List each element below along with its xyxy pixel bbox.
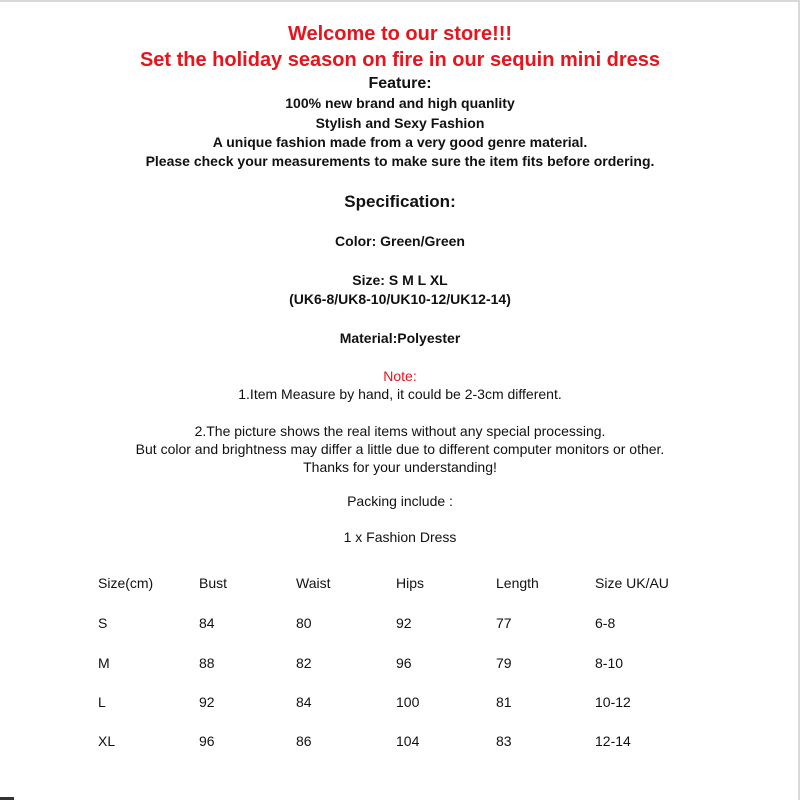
table-cell: 6-8 <box>595 615 616 631</box>
table-row <box>98 731 778 751</box>
top-border <box>0 0 800 2</box>
spec-size: Size: S M L XL <box>352 272 448 288</box>
table-cell: 83 <box>496 733 512 749</box>
table-cell: 100 <box>396 694 420 710</box>
table-row <box>98 692 778 712</box>
tagline-heading: Set the holiday season on fire in our sequin mini dress <box>139 49 661 71</box>
table-header-cell: Size(cm) <box>98 575 154 591</box>
table-header-row <box>98 573 778 593</box>
packing-item: 1 x Fashion Dress <box>343 529 457 545</box>
note-line: 1.Item Measure by hand, it could be 2-3cm different. <box>238 386 562 402</box>
table-cell: 82 <box>296 655 312 671</box>
table-cell: 92 <box>396 615 412 631</box>
table-cell: 80 <box>296 615 312 631</box>
table-row <box>98 653 778 673</box>
table-cell: S <box>98 615 108 631</box>
table-header-cell: Bust <box>199 575 228 591</box>
table-header-cell: Size UK/AU <box>595 575 669 591</box>
spec-color: Color: Green/Green <box>335 233 465 249</box>
table-cell: 12-14 <box>595 733 631 749</box>
table-row <box>98 613 778 633</box>
table-cell: 86 <box>296 733 312 749</box>
table-cell: 96 <box>396 655 412 671</box>
table-cell: L <box>98 694 106 710</box>
note-line: But color and brightness may differ a little due to different computer monitors or other. <box>135 441 665 457</box>
table-cell: 77 <box>496 615 512 631</box>
welcome-heading: Welcome to our store!!! <box>287 23 513 45</box>
table-cell: 84 <box>296 694 312 710</box>
note-heading: Note: <box>383 368 417 384</box>
table-header-cell: Hips <box>396 575 425 591</box>
table-cell: 84 <box>199 615 215 631</box>
table-cell: 104 <box>396 733 420 749</box>
feature-line: 100% new brand and high quanlity <box>285 95 515 111</box>
table-cell: 10-12 <box>595 694 631 710</box>
feature-line: Stylish and Sexy Fashion <box>315 115 485 131</box>
note-line: Thanks for your understanding! <box>303 459 497 475</box>
table-header-cell: Waist <box>296 575 331 591</box>
table-cell: 92 <box>199 694 215 710</box>
specification-heading: Specification: <box>344 192 456 211</box>
table-cell: M <box>98 655 110 671</box>
table-header-cell: Length <box>496 575 539 591</box>
feature-line: Please check your measurements to make sure the item fits before ordering. <box>145 153 655 169</box>
spec-uk-sizes: (UK6-8/UK8-10/UK10-12/UK12-14) <box>289 291 511 307</box>
feature-heading: Feature: <box>368 75 432 92</box>
note-line: 2.The picture shows the real items without any special processing. <box>194 423 606 439</box>
packing-heading: Packing include : <box>347 493 453 509</box>
table-cell: XL <box>98 733 116 749</box>
spec-material: Material:Polyester <box>339 330 461 346</box>
table-cell: 81 <box>496 694 512 710</box>
table-cell: 96 <box>199 733 215 749</box>
feature-line: A unique fashion made from a very good genre material. <box>212 134 588 150</box>
table-cell: 88 <box>199 655 215 671</box>
table-cell: 8-10 <box>595 655 624 671</box>
table-cell: 79 <box>496 655 512 671</box>
